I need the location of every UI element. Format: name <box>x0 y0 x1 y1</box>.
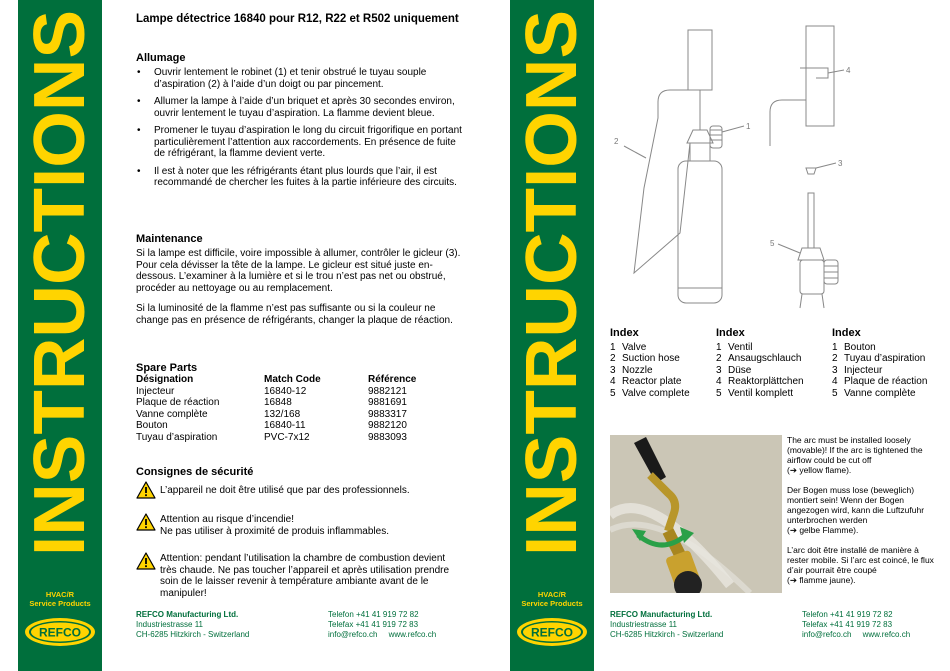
gas-cylinder <box>678 161 722 303</box>
band-title-text: INSTRUCTIONS <box>512 16 592 556</box>
index-french: Index 1 Bouton 2 Tuyau d’aspiration 3 Injecteur 4 Plaque de réaction 5 Vanne complète <box>832 327 928 399</box>
index-heading: Index <box>716 327 745 339</box>
allumage-list <box>136 67 462 195</box>
section-heading-allumage: Allumage <box>136 52 186 64</box>
warning-icon <box>136 481 156 499</box>
lamp-diagram <box>610 8 940 313</box>
index-heading: Index <box>832 327 861 339</box>
web-link[interactable]: www.refco.ch <box>388 630 437 639</box>
note-text: The arc must be installed loosely (movable)! If the arc is tightened the airflow could be cut off <box>787 435 923 465</box>
list-item: • Allumer la lampe à l’aide d’un briquet et après 30 secondes environ, ouvrir lentement le tuyau d’aspiration. La flamme devient bleue. <box>136 96 462 119</box>
table-row <box>136 420 458 432</box>
fax: Telefax +41 41 919 72 83 <box>328 620 419 629</box>
table-cell: PVC-7x12 <box>264 431 310 443</box>
company-name: REFCO Manufacturing Ltd. <box>610 610 713 619</box>
email-link[interactable]: info@refco.ch <box>328 630 378 639</box>
section-heading-spare-parts: Spare Parts <box>136 362 198 374</box>
table-cell: 132/168 <box>264 408 301 420</box>
table-cell: Injecteur <box>136 385 175 397</box>
table-row <box>136 432 458 444</box>
warning-text-line: Ne pas utiliser à proximité de produis inflammables. <box>160 525 389 537</box>
city: CH-6285 Hitzkirch - Switzerland <box>610 630 724 639</box>
list-item: Suction hose <box>622 353 680 364</box>
footer-contact <box>328 610 468 640</box>
svg-text:REFCO: REFCO <box>39 625 81 640</box>
note-text: (➔ flamme jaune). <box>787 575 856 585</box>
table-row <box>136 409 458 421</box>
callout-label: 5 <box>770 239 775 248</box>
lamp-photo <box>610 435 782 593</box>
lamp-photo-graphic <box>610 435 782 593</box>
section-heading-maintenance: Maintenance <box>136 233 203 245</box>
fax: Telefax +41 41 919 72 83 <box>802 620 893 629</box>
note-text: (➔ yellow flame). <box>787 465 852 475</box>
warning-icon <box>136 552 156 570</box>
email-link[interactable]: info@refco.ch <box>802 630 852 639</box>
valve-body <box>800 260 824 294</box>
warning-1 <box>136 481 466 503</box>
side-band-right <box>510 0 594 671</box>
band-sub1: HVAC/R <box>45 590 75 599</box>
section-heading-safety: Consignes de sécurité <box>136 466 254 478</box>
footer-address <box>136 610 316 640</box>
callout-label: 4 <box>846 66 851 75</box>
band-sub2: Service Products <box>521 599 583 608</box>
table-cell: 16840-12 <box>264 385 307 397</box>
column-header: Désignation <box>136 374 194 385</box>
warning-text-line: Attention au risque d’incendie! <box>160 514 294 525</box>
footer-contact <box>802 610 942 640</box>
list-item: Nozzle <box>622 364 653 376</box>
list-item: Vanne complète <box>844 387 916 399</box>
table-header-row <box>136 374 458 386</box>
suction-hose-arc <box>634 90 690 273</box>
maintenance-paragraph-1: Si la lampe est difficile, voire impossible à allumer, contrôler le gicleur (3). Pour cela dévisser la tête de la lampe. Le gicleur est situé juste en-dessous. L’examiner à la lumière et si le trou n’est pas net ou obstrué, procéder au nettoyage ou au remplacement. <box>136 248 461 294</box>
phone: Telefon +41 41 919 72 82 <box>328 610 419 619</box>
note-french <box>787 545 937 585</box>
footer-address <box>610 610 790 640</box>
band-sub1: HVAC/R <box>537 590 567 599</box>
street: Industriestrasse 11 <box>136 620 203 629</box>
note-text: (➔ gelbe Flamme). <box>787 525 859 535</box>
list-item: Injecteur <box>844 364 883 376</box>
table-cell: 16840-11 <box>264 420 306 431</box>
spare-parts-table <box>136 374 458 443</box>
band-sub2: Service Products <box>29 599 91 608</box>
maintenance-paragraph-2: Si la luminosité de la flamme n’est pas suffisante ou si la couleur ne change pas en présence de réfrigérants, changer la plaque de réaction. <box>136 303 453 326</box>
index-english: Index 1 Valve 2 Suction hose 3 Nozzle 4 Reactor plate 5 Valve complete <box>610 327 690 399</box>
table-cell: 9882121 <box>368 385 407 397</box>
callout-label: 3 <box>838 159 843 168</box>
list-item: Valve complete <box>622 387 690 399</box>
band-title-graphic <box>18 0 102 566</box>
refco-logo <box>516 617 588 647</box>
list-item: • Il est à noter que les réfrigérants étant plus lourds que l’air, il est recommandé de chercher les fuites à la partie inférieure des circuits. <box>136 166 462 189</box>
band-title-graphic <box>510 0 594 566</box>
nozzle <box>806 168 816 174</box>
band-subtitle <box>510 590 594 608</box>
list-item: Reaktorplättchen <box>728 376 804 387</box>
table-cell: Plaque de réaction <box>136 397 220 408</box>
warning-icon <box>136 513 156 531</box>
band-title <box>18 0 102 566</box>
table-cell: Vanne complète <box>136 408 208 420</box>
list-item: Ansaugschlauch <box>728 353 802 364</box>
list-item: Reactor plate <box>622 376 682 387</box>
chimney <box>688 30 712 90</box>
list-item: Ventil komplett <box>728 387 794 399</box>
list-item: • Promener le tuyau d’aspiration le long du circuit frigorifique en portant particulièrement l’attention aux raccordements. En présence de fuite de réfrigérant, la flamme devient verte. <box>136 125 462 160</box>
band-subtitle <box>18 590 102 608</box>
note-text: L’arc doit être installé de manière à rester mobile. Si l’arc est coincé, le flux d’air pourrait être coupé <box>787 545 934 575</box>
index-heading: Index <box>610 327 639 339</box>
list-item: Tuyau d’aspiration <box>844 353 926 364</box>
list-item: Plaque de réaction <box>844 376 928 387</box>
warning-text: L’appareil ne doit être utilisé que par des professionnels. <box>160 485 410 496</box>
table-row <box>136 386 458 398</box>
callout-label: 2 <box>614 137 619 146</box>
band-title-text: INSTRUCTIONS <box>20 16 100 556</box>
side-band-left <box>18 0 102 671</box>
table-cell: Tuyau d’aspiration <box>136 431 218 443</box>
table-cell: 9883317 <box>368 408 407 420</box>
web-link[interactable]: www.refco.ch <box>862 630 911 639</box>
table-row <box>136 397 458 409</box>
phone: Telefon +41 41 919 72 82 <box>802 610 893 619</box>
column-header: Référence <box>368 374 417 385</box>
table-cell: 9883093 <box>368 431 407 443</box>
list-item: Ventil <box>728 341 753 353</box>
refco-logo <box>24 617 96 647</box>
table-cell: 9882120 <box>368 420 407 431</box>
table-cell: Bouton <box>136 420 168 431</box>
warning-3 <box>136 552 466 602</box>
column-header: Match Code <box>264 374 321 385</box>
street: Industriestrasse 11 <box>610 620 677 629</box>
warning-text: Attention: pendant l’utilisation la chambre de combustion devient très chaude. Ne pas toucher l’appareil et après utilisation prendre soin de le laisser revenir à température ambiante avant de le manipuler! <box>160 553 450 599</box>
band-title <box>510 0 594 566</box>
table-cell: 16848 <box>264 397 292 408</box>
index-german: Index 1 Ventil 2 Ansaugschlauch 3 Düse 4 Reaktorplättchen 5 Ventil komplett <box>716 327 804 399</box>
chimney-detail <box>806 26 834 126</box>
list-item: • Ouvrir lentement le robinet (1) et tenir obstrué le tuyau souple d’aspiration (2) à l’aide d’un doigt ou par pincement. <box>136 67 462 90</box>
list-item: Valve <box>622 341 647 353</box>
valve-knob <box>710 126 722 148</box>
company-name: REFCO Manufacturing Ltd. <box>136 610 239 619</box>
city: CH-6285 Hitzkirch - Switzerland <box>136 630 250 639</box>
note-text: Der Bogen muss lose (beweglich) montiert sein! Wenn der Bogen angezogen wird, kann die Luftzufuhr unterbrochen werden <box>787 485 925 525</box>
table-cell: 9881691 <box>368 397 407 408</box>
callout-label: 1 <box>746 122 751 131</box>
warning-text <box>160 514 460 537</box>
page-title: Lampe détectrice 16840 pour R12, R22 et R502 uniquement <box>136 13 459 25</box>
list-item: Düse <box>728 364 752 376</box>
note-english <box>787 435 937 475</box>
list-item: Bouton <box>844 341 876 353</box>
note-german <box>787 485 937 535</box>
warning-2 <box>136 513 466 543</box>
svg-text:REFCO: REFCO <box>531 625 573 640</box>
